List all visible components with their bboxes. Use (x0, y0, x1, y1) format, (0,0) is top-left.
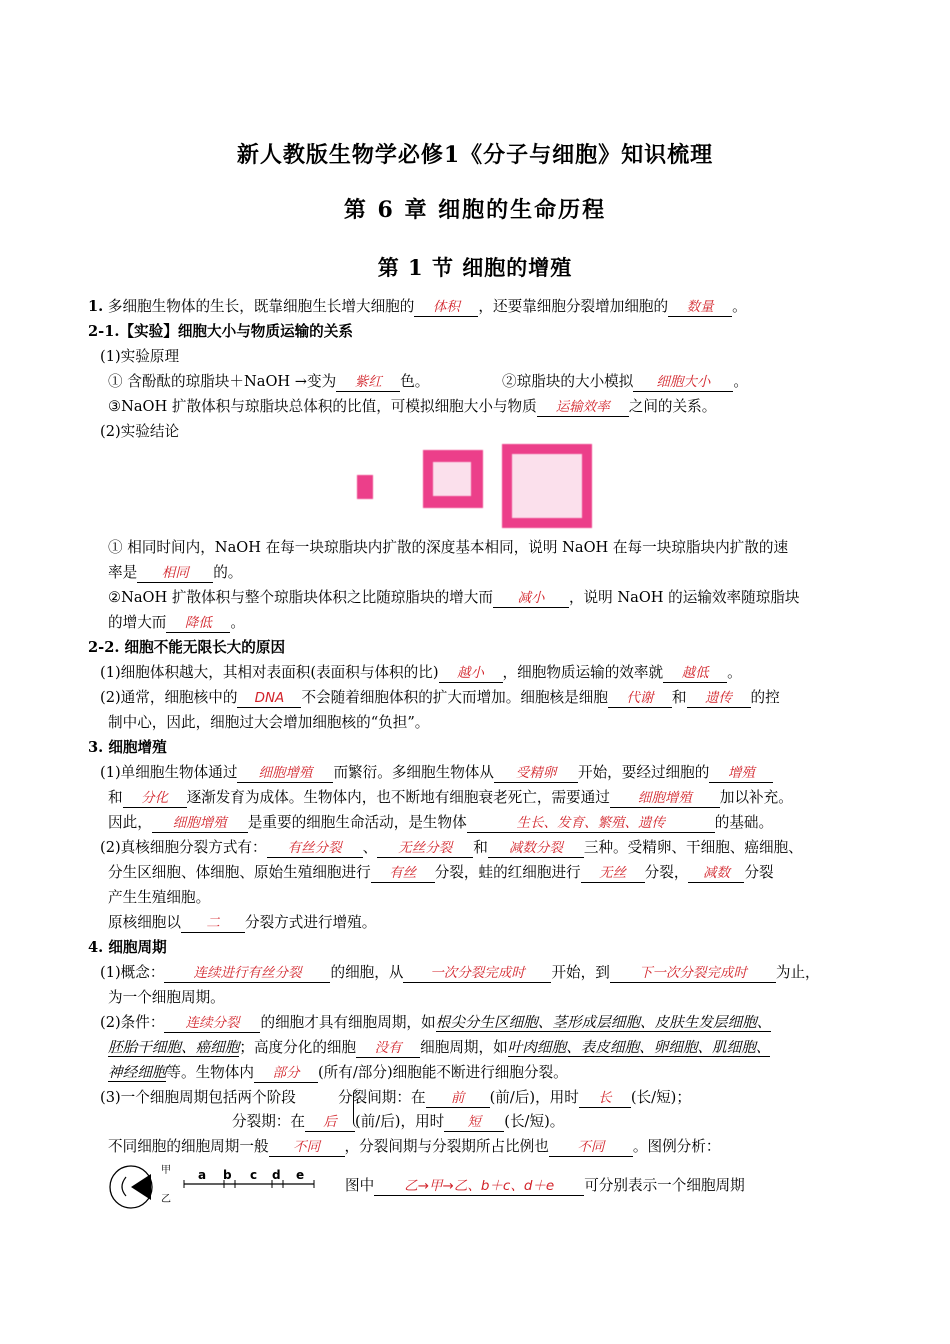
blank-continuous-mitosis[interactable]: 连续进行有丝分裂 (164, 964, 330, 983)
interphase-line: 分裂间期：在 前 (前/后)，用时 长 (长/短)； (338, 1089, 691, 1106)
agar-cube-medium (423, 450, 483, 508)
blank-purple-red[interactable]: 紫红 (336, 373, 400, 392)
division-types-line-3: 产生生殖细胞。 (108, 889, 211, 906)
cycle-diff-line: 不同细胞的细胞周期一般 不同 ，分裂间期与分裂期所占比例也 不同 。图例分析： (108, 1138, 721, 1155)
blank-meiotic[interactable]: 减数 (688, 864, 744, 883)
heading-4: 4. 细胞周期 (88, 939, 167, 956)
blank-long[interactable]: 长 (579, 1089, 631, 1108)
label-yi: 乙 (161, 1194, 171, 1205)
blank-zygote[interactable]: 受精卵 (494, 764, 578, 783)
blank-decrease[interactable]: 减小 (493, 589, 569, 608)
blank-same[interactable]: 相同 (137, 564, 213, 583)
document-title: 新人教版生物学必修1《分子与细胞》知识梳理 (236, 142, 714, 168)
blank-dna[interactable]: DNA (237, 689, 301, 708)
prolif-line-3: 因此， 细胞增殖 是重要的细胞生命活动，是生物体 生长、发育、繁殖、遗传 的基础。 (108, 814, 774, 831)
blank-lower[interactable]: 降低 (166, 614, 230, 633)
division-types-line-2: 分生区细胞、体细胞、原始生殖细胞进行 有丝 分裂，蛙的红细胞进行 无丝 分裂， 减数 分裂 (108, 864, 774, 881)
blank-cycle-answer[interactable]: 乙→甲→乙、b＋c、d＋e (374, 1177, 584, 1196)
conclusion-label: (2)实验结论 (100, 423, 180, 440)
para-1: 1. 多细胞生物体的生长，既靠细胞生长增大细胞的 体积 ，还要靠细胞分裂增加细胞的 数量 。 (88, 298, 747, 315)
blank-mitotic[interactable]: 有丝 (371, 864, 435, 883)
blank-lower-eff[interactable]: 越低 (663, 664, 727, 683)
cycle-concept-line: (1)概念： 连续进行有丝分裂 的细胞，从 一次分裂完成时 开始，到 下一次分裂完成时 为止， (100, 964, 820, 981)
heading-3: 3. 细胞增殖 (88, 739, 167, 756)
blank-metabolism[interactable]: 代谢 (608, 689, 672, 708)
figure-caption: 图中 乙→甲→乙、b＋c、d＋e 可分别表示一个细胞周期 (345, 1177, 745, 1194)
cycle-condition-line-1: (2)条件： 连续分裂 的细胞才具有细胞周期，如根尖分生区细胞、茎形成层细胞、皮肤生发层细胞、 (100, 1014, 772, 1031)
prokaryote-line: 原核细胞以 二 分裂方式进行增殖。 (108, 914, 377, 931)
reason-line-2b: 制中心，因此，细胞过大会增加细胞核的“负担”。 (108, 714, 430, 731)
blank-smaller[interactable]: 越小 (439, 664, 503, 683)
blank-meiosis[interactable]: 减数分裂 (488, 839, 584, 858)
blank-different-1[interactable]: 不同 (269, 1138, 345, 1157)
conclusion-line-1: ① 相同时间内，NaOH 在每一块琼脂块内扩散的深度基本相同，说明 NaOH 在每一块琼脂块内扩散的速 (108, 539, 789, 556)
blank-cell-size[interactable]: 细胞大小 (633, 373, 733, 392)
principle-line-1b: ②琼脂块的大小模拟 细胞大小 。 (502, 373, 748, 390)
blank-proliferation[interactable]: 增殖 (709, 764, 773, 783)
cycle-stages-label: (3)一个细胞周期包括两个阶段 (100, 1089, 296, 1106)
section-title: 第 1 节 细胞的增殖 (377, 255, 573, 280)
blank-before[interactable]: 前 (426, 1089, 490, 1108)
cell-cycle-figure (104, 1160, 324, 1214)
reason-line-2: (2)通常，细胞核中的 DNA 不会随着细胞体积的扩大而增加。细胞核是细胞 代谢 和 遗传 的控 (100, 689, 780, 706)
seg-c: c (250, 1168, 258, 1182)
seg-d: d (272, 1168, 281, 1182)
blank-continuous-division[interactable]: 连续分裂 (164, 1014, 260, 1033)
blank-heredity[interactable]: 遗传 (687, 689, 751, 708)
blank-mitosis[interactable]: 有丝分裂 (267, 839, 363, 858)
blank-amitotic[interactable]: 无丝 (581, 864, 645, 883)
blank-one-division-done[interactable]: 一次分裂完成时 (403, 964, 551, 983)
label-jia: 甲 (161, 1165, 171, 1176)
heading-2-2: 2-2. 细胞不能无限长大的原因 (88, 639, 286, 656)
blank-different-2[interactable]: 不同 (549, 1138, 633, 1157)
reason-line-1: (1)细胞体积越大，其相对表面积(表面积与体积的比) 越小 ，细胞物质运输的效率就 越低 。 (100, 664, 742, 681)
seg-a: a (198, 1168, 207, 1182)
chapter-title: 第 6 章 细胞的生命历程 (343, 197, 607, 223)
blank-cell-proliferation-1[interactable]: 细胞增殖 (237, 764, 333, 783)
blank-number[interactable]: 数量 (668, 298, 732, 317)
blank-amitosis[interactable]: 无丝分裂 (377, 839, 473, 858)
heading-2-1: 2-1.【实验】细胞大小与物质运输的关系 (88, 323, 353, 340)
cycle-condition-line-3: 神经细胞等。生物体内 部分 (所有/部分)细胞能不断进行细胞分裂。 (108, 1064, 568, 1081)
blank-part[interactable]: 部分 (254, 1064, 318, 1083)
blank-cell-proliferation-3[interactable]: 细胞增殖 (152, 814, 248, 833)
blank-next-division-done[interactable]: 下一次分裂完成时 (610, 964, 776, 983)
prolif-line-2: 和 分化 逐渐发育为成体。生物体内，也不断地有细胞衰老死亡，需要通过 细胞增殖 加以补充。 (108, 789, 793, 806)
blank-binary[interactable]: 二 (181, 914, 245, 933)
conclusion-line-2b: 的增大而 降低 。 (108, 614, 245, 631)
prolif-line-1: (1)单细胞生物体通过 细胞增殖 而繁衍。多细胞生物体从 受精卵 开始，要经过细胞的 增殖 (100, 763, 773, 783)
cycle-condition-line-2: 胚胎干细胞、癌细胞；高度分化的细胞 没有 细胞周期，如叶肉细胞、表皮细胞、卵细胞、肌细胞、 (108, 1039, 771, 1056)
blank-transport-efficiency[interactable]: 运输效率 (537, 398, 629, 417)
principle-line-1: ① 含酚酞的琼脂块＋NaOH →变为 紫红 色。 (108, 373, 430, 390)
blank-volume[interactable]: 体积 (414, 298, 478, 317)
blank-short[interactable]: 短 (444, 1113, 504, 1132)
blank-after[interactable]: 后 (305, 1113, 355, 1132)
principle-label: (1)实验原理 (100, 348, 180, 365)
mitotic-phase-line: 分裂期：在 后 (前/后)，用时 短 (长/短)。 (232, 1113, 565, 1130)
blank-growth-development[interactable]: 生长、发育、繁殖、遗传 (467, 814, 715, 833)
agar-cube-large (502, 444, 592, 528)
blank-differentiation[interactable]: 分化 (123, 789, 187, 808)
seg-e: e (296, 1168, 305, 1182)
blank-cell-proliferation-2[interactable]: 细胞增殖 (610, 789, 720, 808)
division-types-line-1: (2)真核细胞分裂方式有： 有丝分裂 、 无丝分裂 和 减数分裂 三种。受精卵、干细胞、癌细胞、 (100, 839, 803, 856)
seg-b: b (223, 1168, 232, 1182)
agar-cube-small (357, 475, 373, 499)
conclusion-line-1b: 率是 相同 的。 (108, 564, 243, 581)
blank-none[interactable]: 没有 (356, 1039, 420, 1058)
principle-line-2: ③NaOH 扩散体积与琼脂块总体积的比值，可模拟细胞大小与物质 运输效率 之间的关系。 (108, 398, 717, 415)
conclusion-line-2: ②NaOH 扩散体积与整个琼脂块体积之比随琼脂块的增大而 减小 ，说明 NaOH 的运输效率随琼脂块 (108, 589, 800, 606)
cycle-concept-line-2: 为一个细胞周期。 (108, 989, 225, 1006)
